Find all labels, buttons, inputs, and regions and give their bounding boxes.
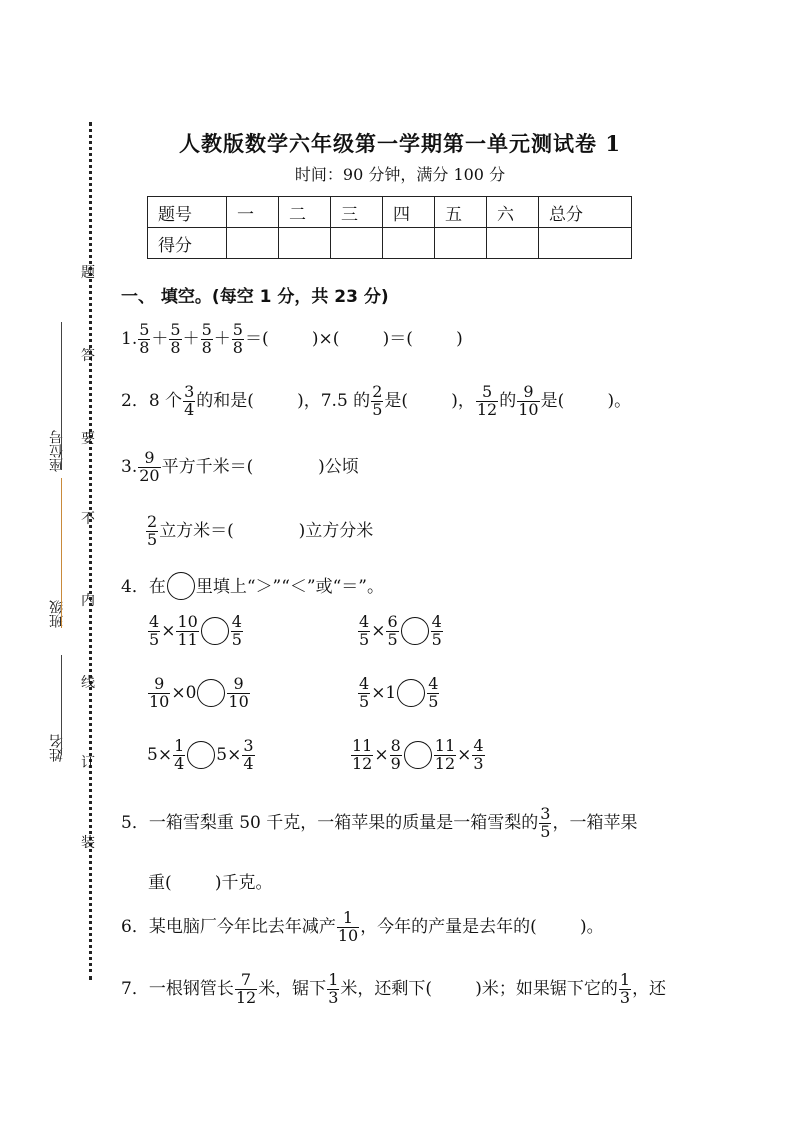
table-cell: 四 xyxy=(383,197,435,228)
question-3a: 3. $\frac{9}{20}$ 平方千米＝( )公顷 xyxy=(121,448,359,485)
score-cell[interactable] xyxy=(279,228,331,259)
score-table xyxy=(147,196,632,259)
question-5-cont: 重( )千克。 xyxy=(148,873,273,893)
compare-item-d: $\frac{4}{5}$ ×1 $\frac{4}{5}$ xyxy=(359,674,439,711)
compare-circle[interactable] xyxy=(397,679,425,707)
fraction: $\frac{9}{10}$ xyxy=(518,382,539,419)
question-number: 3. xyxy=(121,456,138,477)
compare-circle[interactable] xyxy=(187,741,215,769)
question-number: 7． xyxy=(121,978,149,999)
compare-circle[interactable] xyxy=(401,617,429,645)
question-7: 7．一根钢管长 $\frac{7}{12}$ 米，锯下 $\frac{1}{3}$ 米，还剩下( )米；如果锯下它的 $\frac{1}{3}$ ，还 xyxy=(121,970,667,1007)
fraction: $\frac{5}{12}$ xyxy=(476,382,498,419)
question-number: 4． xyxy=(121,577,149,597)
compare-item-b: $\frac{4}{5}$ × $\frac{6}{5}$ $\frac{4}{5}$ xyxy=(359,612,442,649)
binding-char: 答 xyxy=(81,348,95,364)
score-table-score-row xyxy=(148,228,632,259)
question-3b: $\frac{2}{5}$ 立方米＝( )立方分米 xyxy=(147,512,374,549)
fraction: $\frac{2}{5}$ xyxy=(147,512,158,549)
question-5: 5．一箱雪梨重 50 千克，一箱苹果的质量是一箱雪梨的 $\frac{3}{5}$ ，一箱苹果 xyxy=(121,804,638,841)
compare-item-c: $\frac{9}{10}$ ×0 $\frac{9}{10}$ xyxy=(149,674,249,711)
table-cell: 题号 xyxy=(148,197,227,228)
table-cell: 三 xyxy=(331,197,383,228)
score-table-header-row xyxy=(148,197,632,228)
fraction: $\frac{3}{4}$ xyxy=(184,382,195,419)
table-cell: 六 xyxy=(487,197,539,228)
question-4: 4．在 里填上“＞”“＜”或“＝”。 xyxy=(121,572,384,600)
binding-char: 线 xyxy=(81,675,95,691)
question-2: 2．8 个 $\frac{3}{4}$ 的和是( )，7.5 的 $\frac{2}{5}$ 是( )， $\frac{5}{12}$ 的 $\frac{9}{10}$ 是( )。 xyxy=(121,382,632,419)
fraction: $\frac{5}{8}$ xyxy=(170,320,181,357)
fraction: $\frac{2}{5}$ xyxy=(372,382,383,419)
compare-circle[interactable] xyxy=(404,741,432,769)
score-cell[interactable] xyxy=(331,228,383,259)
question-6: 6．某电脑厂今年比去年减产 $\frac{1}{10}$ ，今年的产量是去年的( )。 xyxy=(121,908,604,945)
question-number: 6． xyxy=(121,916,149,937)
class-label: 班级 xyxy=(49,600,65,628)
score-cell[interactable] xyxy=(435,228,487,259)
answer-blanks[interactable]: ＝( )×( )＝( ) xyxy=(244,328,463,349)
score-cell[interactable] xyxy=(539,228,632,259)
fraction: $\frac{1}{10}$ xyxy=(337,908,359,945)
section-heading: 一、 填空。(每空 1 分，共 23 分) xyxy=(121,287,389,307)
table-cell: 五 xyxy=(435,197,487,228)
score-cell[interactable] xyxy=(383,228,435,259)
binding-char: 订 xyxy=(81,755,95,771)
table-cell: 得分 xyxy=(148,228,227,259)
fraction: $\frac{5}{8}$ xyxy=(232,320,243,357)
compare-item-e: 5× $\frac{1}{4}$ 5× $\frac{3}{4}$ xyxy=(147,736,254,773)
seat-number-label: 座位号 xyxy=(49,430,65,472)
question-number: 1. xyxy=(121,328,138,349)
table-cell: 一 xyxy=(227,197,279,228)
table-cell: 二 xyxy=(279,197,331,228)
name-blank[interactable] xyxy=(61,655,62,755)
question-number: 5． xyxy=(121,812,149,833)
compare-item-f: $\frac{11}{12}$ × $\frac{8}{9}$ $\frac{11}{12}$ × $\frac{4}{3}$ xyxy=(352,736,484,773)
fraction: $\frac{9}{20}$ xyxy=(139,448,160,485)
question-1: 1. $\frac{5}{8}$ ＋ $\frac{5}{8}$ ＋ $\frac{5}{8}$ ＋ $\frac{5}{8}$ ＝( )×( )＝( ) xyxy=(121,320,463,357)
fraction: $\frac{1}{3}$ xyxy=(619,970,631,1007)
fraction: $\frac{1}{3}$ xyxy=(328,970,339,1007)
fraction: $\frac{7}{12}$ xyxy=(235,970,257,1007)
binding-char: 装 xyxy=(81,835,95,851)
binding-char: 题 xyxy=(81,265,95,281)
fraction: $\frac{5}{8}$ xyxy=(139,320,150,357)
compare-item-a: $\frac{4}{5}$ × $\frac{10}{11}$ $\frac{4}{5}$ xyxy=(149,612,242,649)
binding-char: 不 xyxy=(81,511,95,527)
question-number: 2． xyxy=(121,390,149,411)
compare-circle[interactable] xyxy=(201,617,229,645)
page-title: 人教版数学六年级第一学期第一单元测试卷 1 xyxy=(179,131,621,156)
compare-circle[interactable] xyxy=(197,679,225,707)
exam-subtitle: 时间：90 分钟，满分 100 分 xyxy=(294,165,506,184)
score-cell[interactable] xyxy=(227,228,279,259)
binding-char: 内 xyxy=(81,593,95,609)
fraction: $\frac{3}{5}$ xyxy=(540,804,551,841)
binding-char: 要 xyxy=(81,431,95,447)
table-cell: 总分 xyxy=(539,197,632,228)
circle-icon xyxy=(167,572,195,600)
fraction: $\frac{5}{8}$ xyxy=(201,320,212,357)
name-label: 姓名 xyxy=(49,734,65,762)
class-blank[interactable] xyxy=(61,478,62,628)
score-cell[interactable] xyxy=(487,228,539,259)
seat-number-blank[interactable] xyxy=(61,322,62,470)
